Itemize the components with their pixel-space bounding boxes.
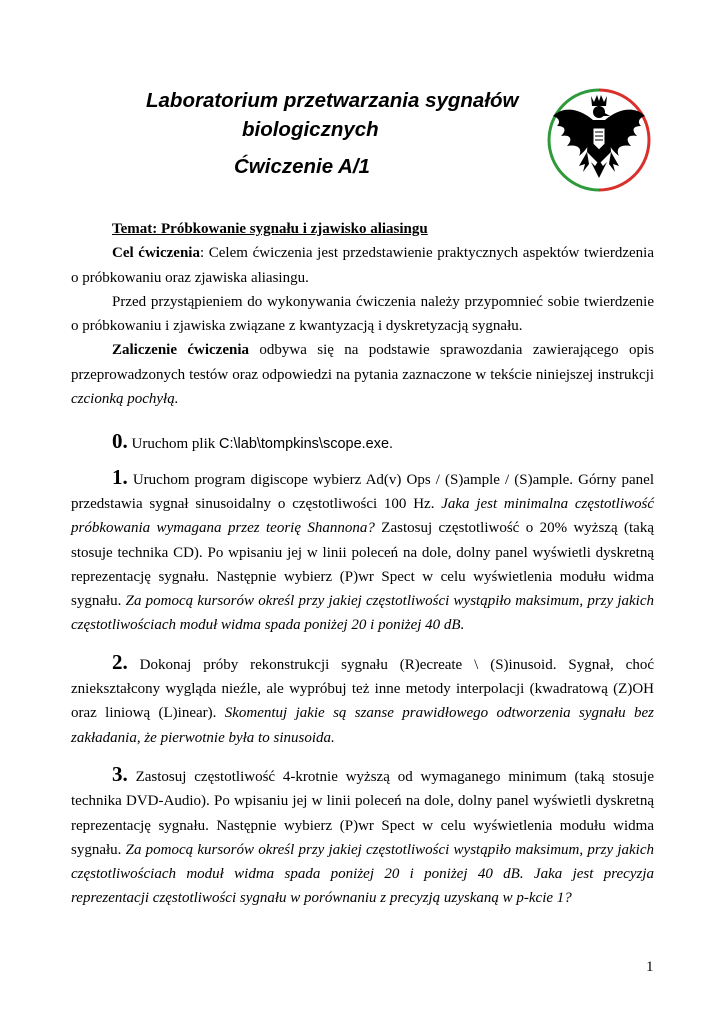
step-3-number: 3. xyxy=(112,761,128,786)
step-2-number: 2. xyxy=(112,649,128,674)
step-1-text-a: Uruchom program digiscope wybierz Ad(v) Ops / (S)ample / (S)ample. Górny panel przedstawia sygnał sinusoidalny o częstotliwości 100 Hz. xyxy=(71,471,654,512)
step-1-text-b: Zastosuj częstotliwość o 20% wyższą (taką stosuje technika CD). Po wpisaniu jej w linii poleceń na dole, dolny panel wyświetli dyskretną reprezentację sygnału. Następnie wybierz (P)wr Spect w celu wyświetlenia modułu widma sygnału. xyxy=(71,520,654,610)
step-2-question: Skomentuj jakie są szanse prawidłowego odtworzenia sygnału bez zakładania, że pierwotnie była to sinusoida. xyxy=(71,705,654,746)
title-line-1: Laboratorium przetwarzania sygnałów xyxy=(146,89,519,112)
tail-shape xyxy=(591,160,607,178)
goal-paragraph xyxy=(71,241,654,290)
crown-shape xyxy=(591,95,607,106)
credit-paragraph xyxy=(71,338,654,411)
university-eagle-emblem-icon xyxy=(539,86,659,194)
step-0 xyxy=(71,429,654,456)
credit-text: odbywa się na podstawie sprawozdania zawierającego opis przeprowadzonych testów oraz odpowiedzi na pytania zaznaczone w tekście niniejszej instrukcji xyxy=(71,342,654,383)
step-1-question-a: Jaka jest minimalna częstotliwość próbkowania wymagana przez teorię Shannona? xyxy=(71,495,654,537)
credit-italic-text: czcionką pochyłą. xyxy=(71,391,179,408)
left-wing-shape xyxy=(553,110,593,156)
step-2 xyxy=(71,650,654,750)
step-3-question: Za pomocą kursorów określ przy jakiej częstotliwości wystąpiło maksimum, przy jakich częstotliwościach moduł widma spada poniżej 20 i poniżej 40 dB. Jaka jest precyzja reprezentacji częstotliwości sygnału w porównaniu z precyzją uzyskaną w p-kcie 1? xyxy=(71,841,654,907)
right-wing-shape xyxy=(605,110,645,156)
step-0-number: 0. xyxy=(112,429,128,454)
topic-line: Temat: Próbkowanie sygnału i zjawisko aliasingu xyxy=(112,221,428,237)
step-1-question-b: Za pomocą kursorów określ przy jakiej częstotliwości wystąpiło maksimum, przy jakich częstotliwościach moduł widma spada poniżej 20 i poniżej 40 dB. xyxy=(71,593,654,634)
goal-label: Cel ćwiczenia xyxy=(112,245,200,262)
page-number: 1 xyxy=(646,959,654,975)
step-0-text: Uruchom plik xyxy=(127,436,219,453)
step-3 xyxy=(71,762,654,911)
preparation-paragraph: Przed przystąpieniem do wykonywania ćwiczenia należy przypomnieć sobie twierdzenie o próbkowaniu i zjawiska związane z kwantyzacją i dyskretyzacją sygnału. xyxy=(71,293,654,335)
step-1 xyxy=(71,465,654,638)
step-0-file-path: C:\lab\tompkins\scope.exe. xyxy=(219,436,394,453)
step-3-text: Zastosuj częstotliwość 4-krotnie wyższą od wymaganego minimum (taką stosuje technika DVD-Audio). Po wpisaniu jej w linii poleceń na dole, dolny panel wyświetli dyskretną reprezentację sygnału. Następnie wybierz (P)wr Spect w celu wyświetlenia modułu widma sygnału. xyxy=(71,768,654,858)
step-2-text: Dokonaj próby rekonstrukcji sygnału (R)ecreate \ (S)inusoid. Sygnał, choć zniekształcony wygląda nieźle, ale wypróbuj też inne metody interpolacji (kwadratową (Z)OH oraz liniową (L)inear). xyxy=(71,656,654,722)
credit-label: Zaliczenie ćwiczenia xyxy=(112,342,249,359)
exercise-title: Ćwiczenie A/1 xyxy=(234,155,370,178)
document-title xyxy=(146,86,519,181)
step-1-number: 1. xyxy=(112,464,128,489)
title-line-2: biologicznych xyxy=(242,118,379,141)
document-body xyxy=(71,217,654,911)
goal-text: : Celem ćwiczenia jest przedstawienie praktycznych aspektów twierdzenia o próbkowaniu oraz zjawiska aliasingu. xyxy=(71,245,654,286)
